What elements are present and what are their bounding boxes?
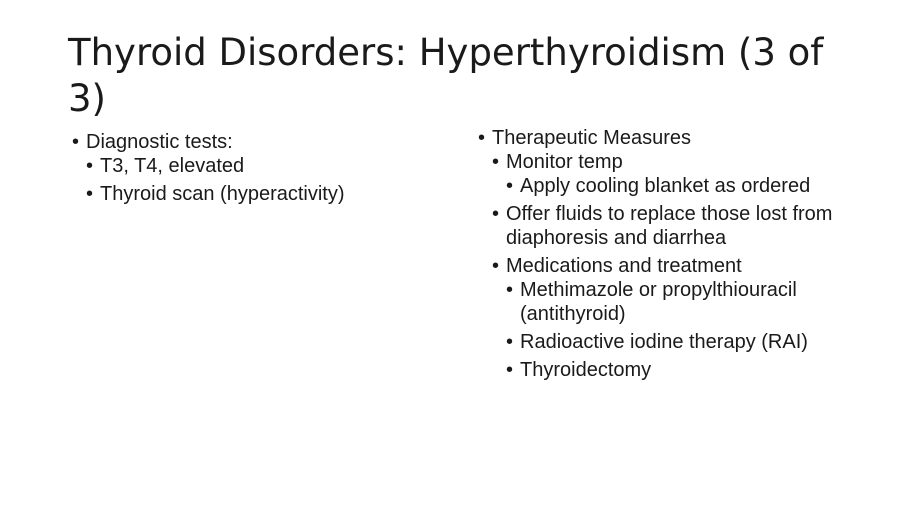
sub-sub-list [506,278,868,382]
list-item: • Thyroid scan (hyperactivity) [86,182,452,206]
bullet-text: Therapeutic Measures [492,127,691,149]
list-item: • Radioactive iodine therapy (RAI) [506,330,868,354]
slide-title: Thyroid Disorders: Hyperthyroidism (3 of 3) [68,31,824,120]
list-item-diagnostic-tests [72,130,452,206]
sub-list [86,154,452,206]
sub-list [492,150,868,382]
right-column [478,126,868,388]
list-item-monitor-temp [492,150,868,198]
bullet-text: Monitor temp [506,151,623,173]
list-item: • Methimazole or propylthiouracil (antithyroid) [506,278,868,326]
list-item-therapeutic-measures [478,126,868,382]
list-item: • T3, T4, elevated [86,154,452,178]
left-column [72,130,452,212]
list-item-fluids: • Offer fluids to replace those lost from diaphoresis and diarrhea [492,202,868,250]
bullet-text: Diagnostic tests: [86,131,233,153]
sub-sub-list [506,174,868,198]
list-item: • Apply cooling blanket as ordered [506,174,868,198]
bullet-text: Medications and treatment [506,255,742,277]
list-item-medications [492,254,868,382]
list-item: • Thyroidectomy [506,358,868,382]
